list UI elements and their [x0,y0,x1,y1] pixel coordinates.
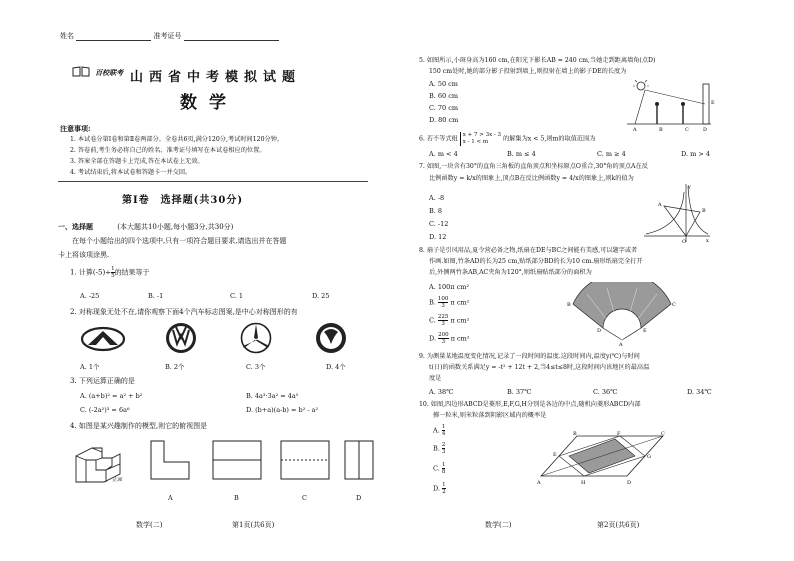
option-b[interactable]: B. 4a³·3a² = 4a⁵ [246,392,299,400]
section1-title: 一、选择题 [58,222,93,231]
option-c[interactable]: C. -12 [429,220,449,228]
note-item: 3. 答案全部在答题卡上完成,答在本试卷上无效。 [70,158,204,165]
subject-title: 数学 [180,93,238,113]
svg-text:D: D [627,480,632,486]
svg-text:B: B [659,127,663,132]
question-4: 4. 如图是某兴趣制作的模型,则它的俯视图是 [70,422,208,430]
option-b[interactable]: B. 8 [429,207,443,215]
option-b[interactable]: B [234,494,239,502]
car-logo-4 [315,322,347,358]
svg-text:x: x [706,238,709,244]
svg-text:A: A [658,202,662,208]
view-option-a[interactable] [150,440,190,484]
question-text: 的解集为x < 5,则m的取值范围为 [503,135,596,143]
option-d[interactable]: D. 80 cm [429,116,459,124]
svg-text:O: O [682,239,687,244]
section1-desc: (本大题共10小题,每小题3分,共30分) [117,223,234,231]
svg-text:E: E [553,452,557,458]
question-text: 1. 计算(-5)÷ [70,268,112,277]
svg-text:F: F [617,431,621,437]
svg-text:E: E [643,328,647,334]
option-b[interactable]: B. -1 [148,292,164,300]
svg-text:A: A [619,342,623,346]
option-a[interactable]: A [168,494,173,502]
svg-text:C: C [661,431,665,437]
name-label: 姓名 [60,32,74,40]
svg-text:E: E [711,100,715,106]
option-d[interactable]: D. m > 4 [681,150,710,158]
option-b[interactable]: B. m ≤ 4 [507,150,536,158]
brand-logo [72,62,123,81]
question-5: 5. 如图所示,小斑身高为160 cm,在阳光下影长AB = 240 cm,当她走到距离墙角(点D) [419,57,656,64]
svg-text:A: A [537,480,541,486]
fraction: $\frac{1}{5}$ [111,266,115,279]
part1-title: 第Ⅰ卷 选择题(共30分) [122,195,244,206]
svg-text:C: C [685,127,689,132]
car-logo-2 [165,322,197,358]
car-logo-3 [240,322,272,358]
svg-text:H: H [581,480,586,486]
name-field[interactable] [76,33,151,41]
option-c[interactable]: C. m ≥ 4 [597,150,626,158]
question-8-cont: 作画.如图,竹条AD的长为25 cm,贴纸部分BD的长为10 cm.扇形纸扇完全打开 [429,258,643,265]
option-a[interactable]: A. 38℃ [429,388,454,396]
option-c[interactable]: C. 36℃ [593,388,618,396]
question-9-cont: 度是 [429,375,442,382]
svg-text:A: A [633,127,637,132]
option-c[interactable]: C. $\frac{1}{8}$ [433,462,446,475]
question-7: 7. 如图,一块含有30°的直角三角板的直角顶点和坐标原点O重合,30°角的顶点A在反 [419,163,648,170]
exam-title: 山西省中考模拟试题 [130,70,302,85]
fan-figure [567,282,677,350]
svg-text:C: C [672,302,676,308]
hyperbola-figure [642,182,712,248]
question-10: 10. 如图,四边形ABCD是菱形,E,F,G,H分别是各边的中点,随机向菱形ABCD内部 [419,401,641,408]
section1-instruction: 在每个小题给出的四个选项中,只有一项符合题目要求,请选出并在答题 [72,237,287,245]
svg-text:G: G [647,454,651,460]
front-label: 正面 [112,477,123,483]
option-c[interactable]: C. 3个 [246,363,266,371]
note-item: 2. 答卷前,考生务必将自己的姓名、准考证号填写在本试卷相应的位置。 [70,147,266,154]
page-2 [397,0,794,561]
option-a[interactable]: A. -25 [80,292,100,300]
brand-text: 百校联考 [95,68,124,77]
option-c[interactable]: C. $\frac{225}{3}$ π cm² [429,314,470,327]
option-a[interactable]: A. m < 4 [429,150,458,158]
question-9-cont: t(日)的函数关系满足y = -t² + 12t + 2,当4≤t≤8时,这段时间内该地区的最高温 [429,364,650,371]
question-text: 6. 若不等式组 [419,135,458,143]
rhombus-figure [537,430,667,490]
view-option-c[interactable] [280,440,330,484]
section1-heading [58,222,233,232]
question-8: 8. 扇子是引风用品,夏令营必备之物,纸扇在DE与BC之间能有美感,可以题字或者 [419,247,638,254]
option-c[interactable]: C. (-2a²)³ = 6a⁶ [80,406,130,414]
option-a[interactable]: A. (a+b)² = a² + b² [80,392,143,400]
question-7-cont: 比例函数y = k/x的图象上,顶点B在反比例函数y = 4/x的图象上,则k的值为 [429,175,634,182]
option-d[interactable]: D [356,494,362,502]
car-logo-1 [80,326,126,356]
book-icon [72,66,90,77]
option-b[interactable]: B. 60 cm [429,92,459,100]
option-a[interactable]: A. 1个 [80,363,100,371]
svg-text:B: B [567,302,571,308]
question-2: 2. 对称现象无处不在,请你观察下面4个汽车标志图案,是中心对称图形的有 [70,308,298,316]
question-8-cont: 后,外侧两竹条AB,AC夹角为120°,则纸扇贴纸部分的面积为 [429,269,592,276]
option-b[interactable]: B. $\frac{2}{3}$ [433,442,446,455]
option-d[interactable]: D. 12 [429,233,447,241]
question-5-cont: 150 cm处时,她的部分影子投射到墙上,则投射在墙上的影子DE的长度为 [429,68,627,75]
view-option-d[interactable] [344,440,374,484]
note-item: 4. 考试结束后,将本试卷和答题卡一并交回。 [70,169,192,176]
option-d[interactable]: D. $\frac{1}{2}$ [433,482,446,495]
svg-text:B: B [702,208,706,214]
option-a[interactable]: A. -8 [429,194,445,202]
option-a[interactable]: A. 50 cm [429,80,458,88]
view-option-b[interactable] [212,440,262,484]
option-d[interactable]: D. 4个 [326,363,346,371]
model-3d-figure [72,436,136,492]
footer-page: 第2页(共6页) [597,521,640,529]
svg-text:y: y [688,184,691,190]
divider [58,181,368,182]
option-a[interactable]: A. 100π cm² [429,283,469,291]
question-10-cont: 掷一粒米,则米粒落到阴影区域内的概率是 [433,412,547,419]
question-3: 3. 下列运算正确的是 [70,377,135,385]
footer-subject: 数学(二) [485,521,512,529]
option-d[interactable]: D. 25 [312,292,330,300]
section1-instruction: 卡上将该项涂黑. [58,251,110,259]
option-c[interactable]: C [302,494,307,502]
option-d[interactable]: D. (b+a)(a-b) = b² - a² [246,406,319,414]
note-item: 1. 本试卷分第Ⅰ卷和第Ⅱ卷两部分。全卷共6页,满分120分,考试时间120分钟。 [70,136,284,143]
sun-icon [637,82,645,90]
candidate-header [60,31,279,41]
option-a[interactable]: A. $\frac{1}{4}$ [433,424,446,437]
option-c[interactable]: C. 1 [230,292,244,300]
id-field[interactable] [184,33,279,41]
footer-subject: 数学(二) [136,521,163,529]
option-b[interactable]: B. $\frac{100}{3}$ π cm² [429,296,470,309]
option-d[interactable]: D. $\frac{200}{3}$ π cm² [429,332,470,345]
question-6 [419,132,595,146]
option-d[interactable]: D. 34℃ [687,388,712,396]
question-1 [70,266,150,279]
inequality-system: x + 7 > 3x - 3 x - 1 < m [460,132,501,146]
question-9: 9. 为测量某地温度变化情况,记录了一段时间的温度.这段时间内,温度y(℃)与时间 [419,353,640,360]
option-c[interactable]: C. 70 cm [429,104,459,112]
question-text: 的结果等于 [114,268,150,277]
svg-text:B: B [573,431,577,437]
footer-page: 第1页(共6页) [232,521,275,529]
option-b[interactable]: B. 2个 [165,363,185,371]
notes-title: 注意事项: [60,124,91,133]
option-b[interactable]: B. 37℃ [507,388,532,396]
shadow-figure [627,80,717,136]
svg-text:D: D [703,127,708,132]
id-label: 准考证号 [153,32,182,40]
svg-text:D: D [597,328,602,334]
